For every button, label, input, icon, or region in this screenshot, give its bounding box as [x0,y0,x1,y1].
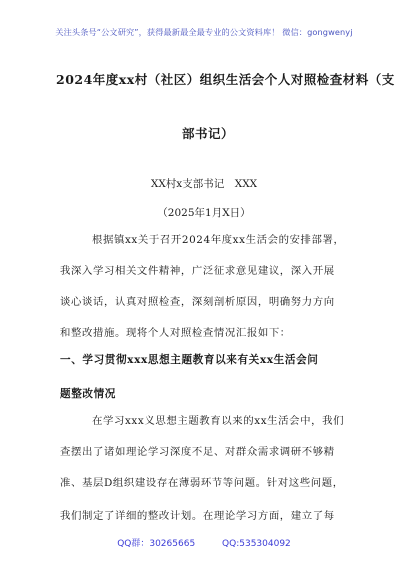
section-paragraph-line: 在学习xxx义思想主题教育以来的xx生活会中，我们 [92,415,345,427]
section-heading-line-1: 一、学习贯彻xxx思想主题教育以来有关xx生活会问 [60,354,319,366]
section-paragraph-line: 我们制定了详细的整改计划。在理论学习方面，建立了每 [60,510,335,522]
date-line: （2025年1月X日） [157,207,251,219]
paragraph-line: 谈心谈话，认真对照检查，深刻剖析原因，明确努力方向 [60,296,335,308]
paragraph-line: 根据镇xx关于召开2024年度xx生活会的安排部署， [92,234,345,246]
header-notice: 关注头条号“公文研究”，获得最新最全最专业的公文资料库！ 微信：gongwenyj [55,27,353,37]
section-paragraph-line: 查摆出了诸如理论学习深度不足、对群众需求调研不够精 [60,446,335,458]
footer-contact [0,536,408,549]
paragraph-line: 和整改措施。现将个人对照检查情况汇报如下： [60,327,291,339]
section-heading-line-2: 题整改情况 [60,388,116,400]
paragraph-line: 我深入学习相关文件精神，广泛征求意见建议，深入开展 [60,265,335,277]
footer-qq-number: QQ:535304092 [222,539,291,549]
footer-qq-group: QQ群：30265665 [117,539,196,549]
author-line: XX村x支部书记 XXX [150,178,258,190]
section-paragraph-line: 准、基层D组织建设存在薄弱环节等问题。针对这些问题， [60,477,344,489]
document-title-line-2: 部书记） [182,126,235,141]
document-title-line-1: 2024年度xx村（社区）组织生活会个人对照检查材料（支 [56,72,395,87]
